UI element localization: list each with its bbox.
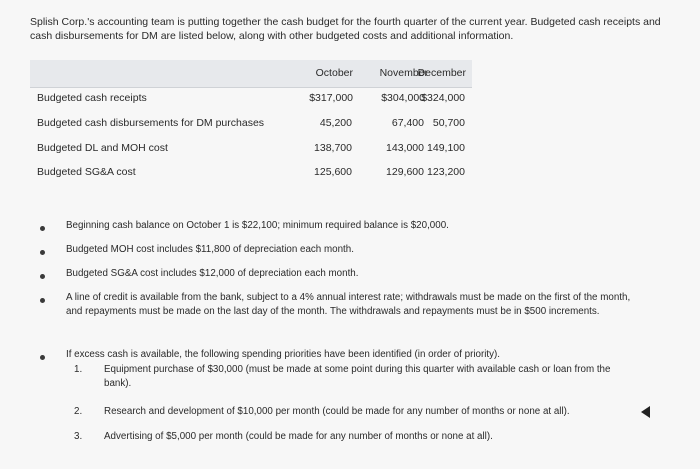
priority-number: 2. xyxy=(74,406,83,417)
column-header-october: October xyxy=(315,67,353,79)
row-label-dm-purchases: Budgeted cash disbursements for DM purchases xyxy=(37,117,265,129)
bullet-dot-icon xyxy=(40,250,45,255)
cell-dl-moh-october: 138,700 xyxy=(314,142,352,154)
cell-dl-moh-december: 149,100 xyxy=(427,142,465,154)
cell-sga-november: 129,600 xyxy=(386,166,424,178)
priority-number: 3. xyxy=(74,431,83,442)
bullet-dot-icon xyxy=(40,226,45,231)
bullet-moh-depreciation: Budgeted MOH cost includes $11,800 of depreciation each month. xyxy=(66,244,354,255)
cell-cash-receipts-november: $304,000 xyxy=(381,92,425,104)
bullet-dot-icon xyxy=(40,274,45,279)
cell-cash-receipts-december: $324,000 xyxy=(421,92,465,104)
cell-sga-october: 125,600 xyxy=(314,166,352,178)
cell-sga-december: 123,200 xyxy=(427,166,465,178)
cell-cash-receipts-october: $317,000 xyxy=(309,92,353,104)
column-header-november: November xyxy=(379,67,428,79)
bullet-dot-icon xyxy=(40,355,45,360)
bullet-line-of-credit: A line of credit is available from the bank, subject to a 4% annual interest rate; withdrawals must be made on the first of the month, and repayments must be made on the last day of the month. The withdrawals and repayments must be in $500 increments. xyxy=(66,292,631,317)
row-label-cash-receipts: Budgeted cash receipts xyxy=(37,92,147,104)
row-label-sga-cost: Budgeted SG&A cost xyxy=(37,166,136,178)
bullet-beginning-cash: Beginning cash balance on October 1 is $22,100; minimum required balance is $20,000. xyxy=(66,220,449,231)
priority-advertising: Advertising of $5,000 per month (could be made for any number of months or none at all). xyxy=(104,431,493,442)
bullet-spending-priorities: If excess cash is available, the following spending priorities have been identified (in order of priority). xyxy=(66,349,501,360)
bullet-sga-depreciation: Budgeted SG&A cost includes $12,000 of depreciation each month. xyxy=(66,268,359,279)
column-header-december: December xyxy=(417,67,466,79)
priority-number: 1. xyxy=(74,364,83,375)
cell-dm-purchases-november: 67,400 xyxy=(391,117,424,129)
priority-research-development: Research and development of $10,000 per month (could be made for any number of months or none at all). xyxy=(104,406,570,417)
mouse-pointer-icon xyxy=(641,406,650,418)
cell-dl-moh-november: 143,000 xyxy=(386,142,424,154)
row-label-dl-moh-cost: Budgeted DL and MOH cost xyxy=(37,142,168,154)
budget-table xyxy=(30,60,472,185)
problem-intro: Splish Corp.'s accounting team is putting together the cash budget for the fourth quarter of the current year. Budgeted cash receipts and cash disbursements for DM are listed below, along with other budgeted costs and additional information. xyxy=(30,16,661,42)
cell-dm-purchases-october: 45,200 xyxy=(319,117,352,129)
cell-dm-purchases-december: 50,700 xyxy=(432,117,465,129)
bullet-dot-icon xyxy=(40,298,45,303)
priority-equipment: Equipment purchase of $30,000 (must be made at some point during this quarter with available cash or loan from the bank). xyxy=(104,364,611,389)
